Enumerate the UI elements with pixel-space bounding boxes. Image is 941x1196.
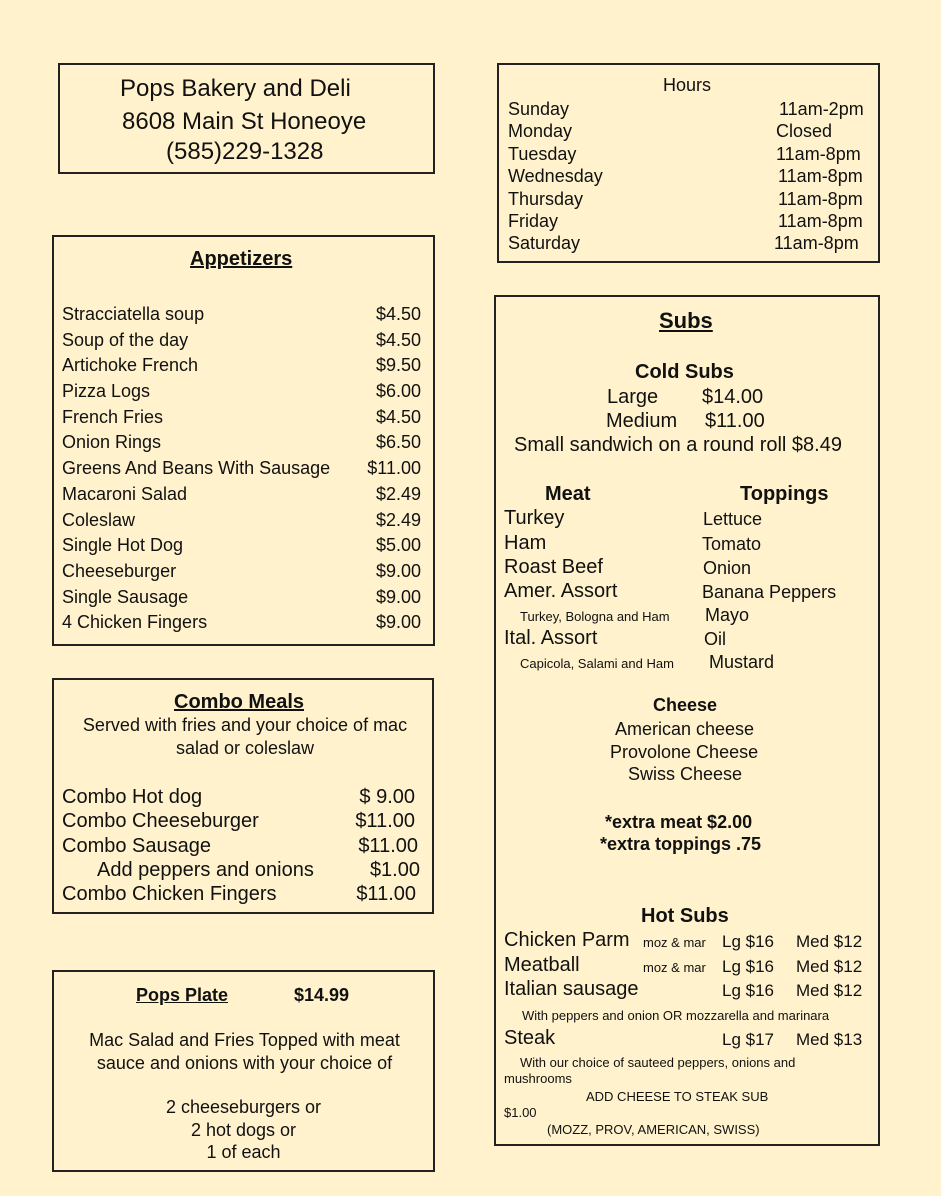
topping-item: Onion xyxy=(703,558,752,578)
item-price: $6.50 xyxy=(375,432,421,453)
plate-option: 2 cheeseburgers or xyxy=(165,1097,322,1117)
steak-note: With our choice of sauteed peppers, onions and mushrooms xyxy=(504,1055,796,1086)
cheese-item: American cheese xyxy=(615,719,755,739)
menu-item xyxy=(62,456,433,482)
subs-box xyxy=(494,295,880,1146)
menu-item xyxy=(62,405,433,431)
item-name: Combo Sausage xyxy=(62,834,211,857)
hours-day: Tuesday xyxy=(508,143,577,164)
plate-option: 1 of each xyxy=(206,1142,281,1162)
topping-item: Mayo xyxy=(705,605,750,625)
restaurant-name: Pops Bakery and Deli xyxy=(120,75,351,102)
meat-item: Turkey xyxy=(504,507,565,529)
item-name: Soup of the day xyxy=(62,329,189,350)
hours-box xyxy=(497,63,880,263)
extra-meat: *extra meat $2.00 xyxy=(605,812,753,832)
menu-item xyxy=(62,533,433,559)
cheese-item: Provolone Cheese xyxy=(610,742,759,762)
item-price: $ 9.00 xyxy=(359,786,415,808)
combo-box xyxy=(52,678,434,914)
item-price: $11.00 xyxy=(367,458,421,479)
hot-sub-name: Chicken Parm xyxy=(504,929,630,951)
item-price: $1.00 xyxy=(369,858,420,881)
item-name: Combo Cheeseburger xyxy=(62,810,259,833)
pops-plate-description: Mac Salad and Fries Topped with meat sauce and onions with your choice of xyxy=(89,1030,400,1073)
hours-day: Saturday xyxy=(508,233,581,254)
hours-row xyxy=(508,210,868,232)
item-price: $4.50 xyxy=(375,406,421,427)
hours-time: 11am-8pm xyxy=(778,188,863,209)
meat-subnote: Turkey, Bologna and Ham xyxy=(520,609,670,624)
meat-item: Ital. Assort xyxy=(504,627,598,649)
topping-item: Mustard xyxy=(709,652,775,672)
hot-sub-lg: Lg $16 xyxy=(722,932,774,951)
hot-sub-med: Med $12 xyxy=(796,957,863,976)
hours-list xyxy=(508,98,868,255)
item-name: Coleslaw xyxy=(62,509,136,530)
hours-time: 11am-8pm xyxy=(778,210,863,231)
menu-item xyxy=(62,328,433,354)
hours-day: Monday xyxy=(508,121,573,142)
menu-item xyxy=(62,508,433,534)
item-name: Onion Rings xyxy=(62,432,162,453)
appetizers-title: Appetizers xyxy=(190,248,293,270)
topping-item: Oil xyxy=(704,629,726,649)
meat-item: Ham xyxy=(504,532,547,554)
item-price: $11.00 xyxy=(355,810,415,833)
hot-sub-name: Meatball xyxy=(504,954,580,976)
restaurant-address: 8608 Main St Honeoye xyxy=(122,108,367,135)
pops-plate-options xyxy=(54,1096,433,1164)
menu-item xyxy=(62,785,432,809)
cheese-options: (MOZZ, PROV, AMERICAN, SWISS) xyxy=(547,1122,760,1137)
menu-item xyxy=(62,858,432,882)
hot-sub-note: moz & mar xyxy=(643,935,706,950)
hours-time: 11am-8pm xyxy=(776,143,861,164)
combo-list xyxy=(62,785,432,906)
extra-toppings: *extra toppings .75 xyxy=(600,834,762,854)
meat-subnote: Capicola, Salami and Ham xyxy=(520,656,674,671)
hours-row xyxy=(508,98,868,120)
item-name: Cheeseburger xyxy=(62,560,177,581)
hours-time: 11am-2pm xyxy=(779,99,864,119)
item-price: $4.50 xyxy=(375,304,421,324)
item-price: $2.49 xyxy=(375,509,421,530)
item-name: Combo Chicken Fingers xyxy=(62,883,277,906)
hours-day: Sunday xyxy=(508,99,570,119)
hours-day: Friday xyxy=(508,210,559,231)
item-price: $5.00 xyxy=(375,535,421,556)
hours-title: Hours xyxy=(663,75,712,95)
meat-item: Amer. Assort xyxy=(504,580,618,602)
size-label: Large xyxy=(607,386,659,408)
menu-item xyxy=(62,482,433,508)
hot-sub-lg: Lg $16 xyxy=(722,957,774,976)
item-price: $9.50 xyxy=(375,355,421,376)
hours-row xyxy=(508,120,868,142)
size-price: $11.00 xyxy=(705,410,765,432)
cold-subs-title: Cold Subs xyxy=(635,361,734,383)
hours-time: Closed xyxy=(776,121,833,142)
item-price: $9.00 xyxy=(375,586,421,607)
combo-description: Served with fries and your choice of mac salad or coleslaw xyxy=(82,715,408,758)
hours-row xyxy=(508,143,868,165)
hours-day: Thursday xyxy=(508,188,584,209)
item-price: $6.00 xyxy=(375,381,421,402)
topping-item: Banana Peppers xyxy=(702,582,837,602)
add-cheese: ADD CHEESE TO STEAK SUB xyxy=(586,1089,769,1104)
hot-sub-note: moz & mar xyxy=(643,960,706,975)
small-sandwich: Small sandwich on a round roll $8.49 xyxy=(514,434,842,456)
item-name: 4 Chicken Fingers xyxy=(62,612,208,633)
cheese-item: Swiss Cheese xyxy=(628,764,743,784)
item-name: Artichoke French xyxy=(62,355,199,376)
item-name: Single Sausage xyxy=(62,586,189,607)
meat-title: Meat xyxy=(545,483,591,505)
hot-sub-med: Med $13 xyxy=(796,1030,863,1049)
item-name: Stracciatella soup xyxy=(62,304,205,324)
topping-item: Lettuce xyxy=(703,509,763,529)
item-name: French Fries xyxy=(62,406,164,427)
size-price: $14.00 xyxy=(702,386,764,408)
pops-plate-box xyxy=(52,970,435,1172)
item-price: $2.49 xyxy=(375,483,421,504)
item-name: Single Hot Dog xyxy=(62,535,184,556)
menu-item xyxy=(62,809,432,833)
hot-sub-lg: Lg $16 xyxy=(722,981,774,1000)
sausage-note: With peppers and onion OR mozzarella and marinara xyxy=(522,1008,830,1023)
hot-sub-name: Steak xyxy=(504,1027,556,1049)
item-price: $11.00 xyxy=(358,834,418,857)
item-price: $9.00 xyxy=(375,560,421,581)
header-box xyxy=(58,63,435,174)
menu-item xyxy=(62,882,432,906)
hours-time: 11am-8pm xyxy=(778,166,863,187)
appetizers-list xyxy=(62,302,433,636)
menu-item xyxy=(62,559,433,585)
menu-item xyxy=(62,834,432,858)
item-price: $9.00 xyxy=(375,612,421,633)
hours-time: 11am-8pm xyxy=(774,233,859,254)
item-name: Pizza Logs xyxy=(62,381,151,402)
menu-item xyxy=(62,353,433,379)
size-label: Medium xyxy=(606,410,678,432)
add-cheese-price: $1.00 xyxy=(504,1105,537,1120)
hot-subs-title: Hot Subs xyxy=(641,905,729,927)
menu-item xyxy=(62,585,433,611)
hours-day: Wednesday xyxy=(508,166,603,187)
hours-row xyxy=(508,188,868,210)
restaurant-phone: (585)229-1328 xyxy=(166,138,324,165)
item-price: $11.00 xyxy=(356,883,416,906)
hot-sub-med: Med $12 xyxy=(796,932,863,951)
topping-item: Tomato xyxy=(702,534,762,554)
appetizers-box xyxy=(52,235,435,646)
pops-plate-price: $14.99 xyxy=(294,985,350,1005)
meat-item: Roast Beef xyxy=(504,556,603,578)
combo-title: Combo Meals xyxy=(174,691,305,713)
menu-item xyxy=(62,610,433,636)
item-name: Greens And Beans With Sausage xyxy=(62,458,331,479)
item-price: $4.50 xyxy=(375,329,421,350)
cheese-title: Cheese xyxy=(653,695,718,715)
hot-sub-name: Italian sausage xyxy=(504,978,639,1000)
hot-sub-lg: Lg $17 xyxy=(722,1030,774,1049)
item-name: Macaroni Salad xyxy=(62,483,188,504)
toppings-title: Toppings xyxy=(740,483,829,505)
item-name: Combo Hot dog xyxy=(62,786,203,808)
pops-plate-title: Pops Plate xyxy=(136,985,229,1005)
subs-title: Subs xyxy=(659,308,713,333)
hours-row xyxy=(508,165,868,187)
menu-item xyxy=(62,430,433,456)
item-name: Add peppers and onions xyxy=(97,858,314,881)
menu-item xyxy=(62,379,433,405)
hot-sub-med: Med $12 xyxy=(796,981,863,1000)
plate-option: 2 hot dogs or xyxy=(190,1119,297,1140)
menu-item xyxy=(62,302,433,328)
hours-row xyxy=(508,232,868,254)
